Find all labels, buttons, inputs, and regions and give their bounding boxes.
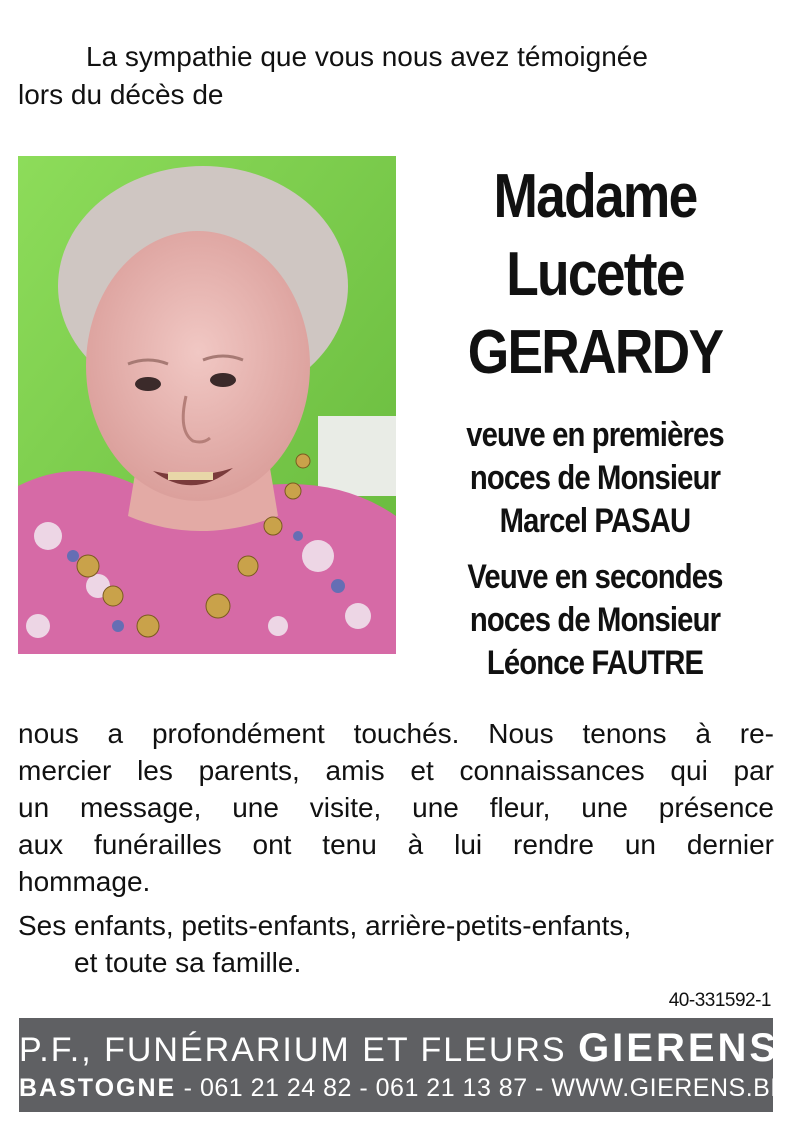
spouse1-line-3: Marcel PASAU [499, 502, 691, 540]
funeral-home-prefix: P.F., FUNÉRARIUM ET FLEURS [19, 1031, 579, 1069]
reference-number: 40-331592-1 [668, 990, 771, 1011]
intro-line-1: La sympathie que vous nous avez témoignée [86, 41, 648, 72]
intro-text [18, 38, 774, 114]
signature-line-1: Ses enfants, petits-enfants, arrière-petits-enfants, [18, 910, 632, 941]
thanks-message [18, 715, 774, 900]
deceased-name [412, 156, 778, 392]
first-spouse-info [412, 414, 778, 543]
funeral-home-city: BASTOGNE [19, 1074, 177, 1102]
spouse2-line-2: noces de Monsieur [469, 601, 721, 639]
funeral-home-brand: GIERENS [578, 1026, 780, 1070]
family-signature [18, 907, 774, 981]
name-title: Madame [493, 162, 697, 231]
funeral-home-contact [19, 1072, 788, 1104]
funeral-home-name [19, 1026, 780, 1070]
spouse2-line-3: Léonce FAUTRE [486, 644, 704, 682]
portrait-photo [18, 156, 396, 654]
portrait-illustration [18, 156, 396, 654]
thanks-line: hommage. [18, 866, 151, 897]
thanks-line: un message, une visite, une fleur, une présence [18, 792, 774, 823]
name-last: GERARDY [467, 318, 723, 387]
funeral-home-banner [19, 1018, 788, 1112]
thanks-line: aux funérailles ont tenu à lui rendre un dernier [18, 829, 774, 860]
funeral-home-phones-web: - 061 21 24 82 - 061 21 13 87 - WWW.GIERENS.BE [176, 1074, 788, 1102]
thanks-line: nous a profondément touchés. Nous tenons à re- [18, 718, 774, 749]
spouse1-line-2: noces de Monsieur [469, 459, 721, 497]
signature-line-2: et toute sa famille. [74, 947, 302, 978]
thanks-line: mercier les parents, amis et connaissances qui par [18, 755, 774, 786]
spouse2-line-1: Veuve en secondes [467, 558, 723, 596]
intro-line-2: lors du décès de [18, 79, 224, 110]
second-spouse-info [412, 556, 778, 685]
spouse1-line-1: veuve en premières [466, 416, 724, 454]
name-first: Lucette [506, 240, 684, 309]
